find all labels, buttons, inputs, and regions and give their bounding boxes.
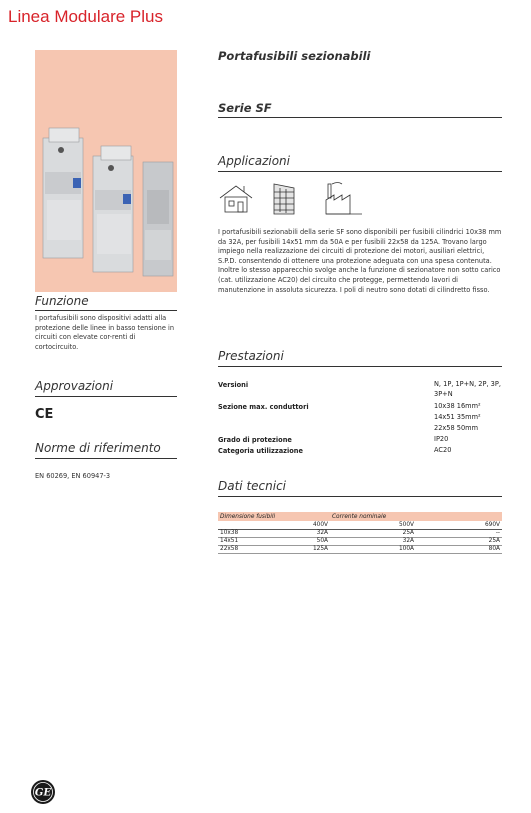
ge-logo-text: GE	[34, 787, 52, 799]
section-heading-prestazioni: Prestazioni	[218, 349, 284, 363]
spec-value-versioni: N, 1P, 1P+N, 2P, 3P, 3P+N	[434, 380, 501, 398]
section-heading-dati-tecnici: Dati tecnici	[218, 479, 287, 493]
cell-400: 50A	[258, 537, 330, 545]
section-heading-norme: Norme di riferimento	[35, 441, 161, 455]
cell-size: 22x58	[218, 545, 258, 553]
building-icon	[274, 184, 294, 214]
norme-text: EN 60269, EN 60947-3	[35, 472, 111, 480]
voltage-500: 500V	[330, 521, 416, 529]
ge-logo	[30, 779, 56, 805]
table-row	[218, 545, 502, 553]
cell-690: --	[416, 529, 502, 537]
divider	[218, 117, 502, 118]
cell-690: 25A	[416, 537, 502, 545]
series-title: Serie SF	[218, 101, 272, 115]
cell-400: 125A	[258, 545, 330, 553]
divider	[218, 496, 502, 497]
divider	[35, 396, 177, 397]
funzione-text: I portafusibili sono dispositivi adatti alla protezione delle linee in basso tensione in circuiti con elevate cor-renti di cortocircuito.	[35, 314, 174, 351]
table-voltage-row	[218, 521, 502, 529]
house-icon	[220, 186, 252, 212]
product-title: Portafusibili sezionabili	[218, 49, 371, 63]
section-heading-applicazioni: Applicazioni	[218, 154, 290, 168]
cell-690: 80A	[416, 545, 502, 553]
table-header-dimensione: Dimensione fusibili	[218, 512, 330, 521]
table-row	[218, 537, 502, 545]
spec-value-categoria: AC20	[434, 446, 452, 454]
application-icons	[218, 180, 368, 216]
spec-label-sezione: Sezione max. conduttori	[218, 403, 309, 411]
table-header-row	[218, 512, 502, 521]
spec-label-versioni: Versioni	[218, 381, 249, 389]
divider	[218, 366, 502, 367]
brand-title: Linea Modulare Plus	[8, 7, 163, 26]
spec-label-categoria: Categoria utilizzazione	[218, 447, 303, 455]
divider	[218, 171, 502, 172]
cell-500: 25A	[330, 529, 416, 537]
divider	[35, 458, 177, 459]
cell-size: 14x51	[218, 537, 258, 545]
product-photo	[35, 50, 177, 292]
cell-500: 32A	[330, 537, 416, 545]
divider	[35, 310, 177, 311]
voltage-690: 690V	[416, 521, 502, 529]
applicazioni-text: I portafusibili sezionabili della serie SF sono disponibili per fusibili cilindrici 10x38 mm da 32A, per fusibili 14x51 mm da 50A e per fusibili 22x58 da 125A. Trovano largo impiego nella realizzazione dei circuiti di protezione dei motori, ausiliari elettrici, S.P.D. consentendo di ottenere una protezione adeguata con una spesa contenuta. Inoltre lo stesso apparecchio svolge anche la funzione di sezionatore non sotto carico (cat. utilizzazione AC20) del circuito che protegge, permettendo lavori di manutenzione in assoluta sicurezza. I poli di neutro sono dotati di cilindretto fisso.	[218, 228, 502, 294]
cell-400: 32A	[258, 529, 330, 537]
cell-500: 100A	[330, 545, 416, 553]
spec-value-sezione-3: 22x58 50mm	[434, 424, 479, 432]
cell-size: 10x38	[218, 529, 258, 537]
table-row	[218, 529, 502, 537]
section-heading-approvazioni: Approvazioni	[35, 379, 114, 393]
spec-label-grado: Grado di protezione	[218, 436, 292, 444]
table-header-corrente: Corrente nominale	[330, 512, 502, 521]
technical-data-table	[218, 512, 502, 554]
factory-icon	[326, 183, 362, 215]
section-heading-funzione: Funzione	[35, 294, 89, 308]
spec-value-grado: IP20	[434, 435, 449, 443]
voltage-400: 400V	[258, 521, 330, 529]
spec-value-sezione-1: 10x38 16mm²	[434, 402, 481, 410]
spec-value-sezione-2: 14x51 35mm²	[434, 413, 481, 421]
ce-mark: CE	[35, 407, 54, 422]
